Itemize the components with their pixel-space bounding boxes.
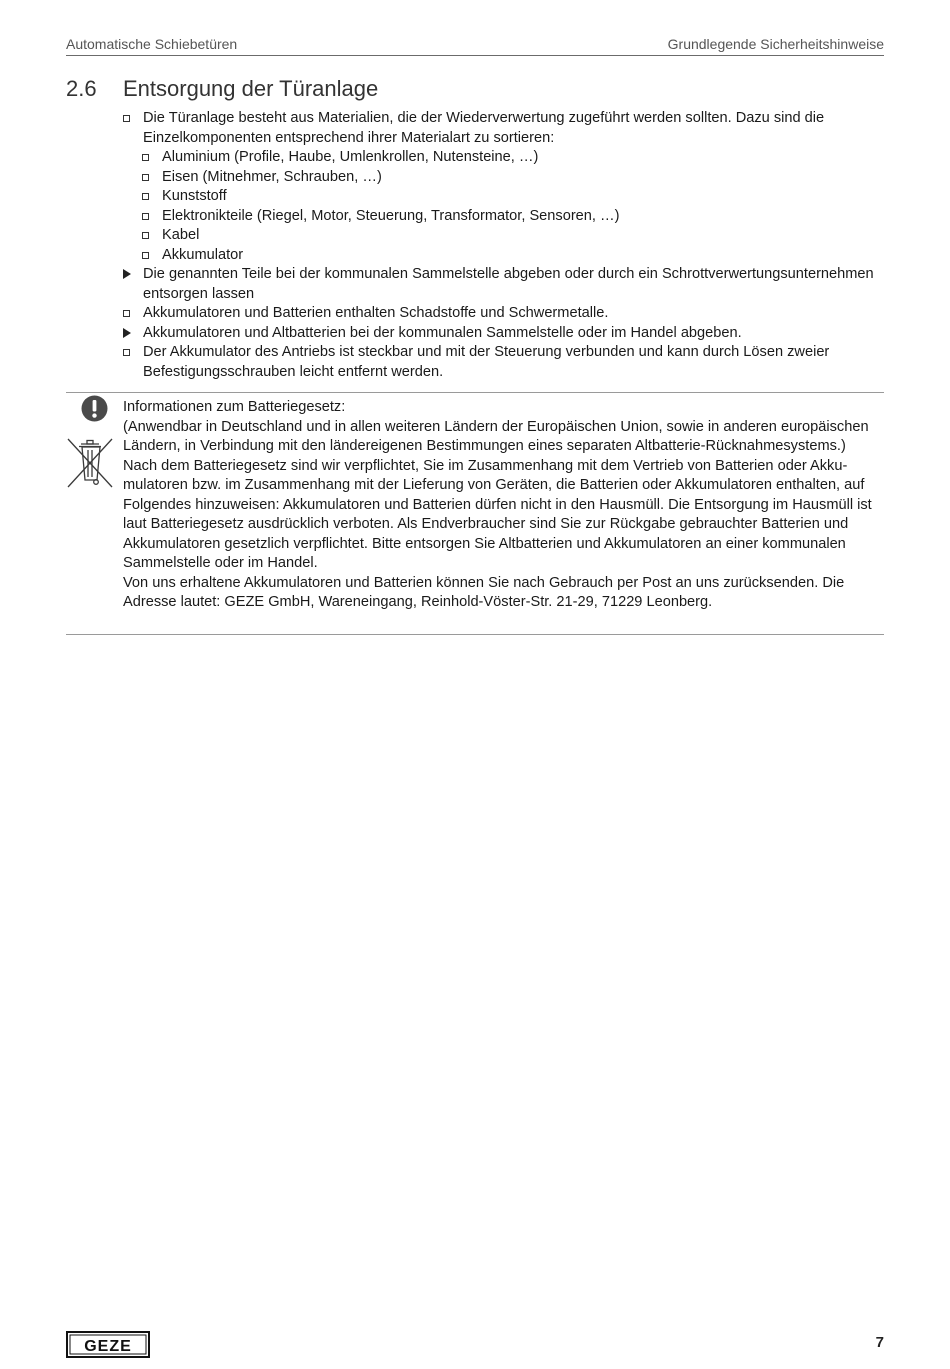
action-text: Die genannten Teile bei der kommunalen Sammelstelle abgeben oder durch ein Schrottverwertungsunternehmen entsorgen lassen bbox=[143, 266, 874, 302]
notice-bottom-divider bbox=[66, 634, 884, 635]
material-text: Kabel bbox=[162, 227, 200, 243]
notice-heading: Informationen zum Batteriegesetz: bbox=[123, 399, 346, 415]
crossed-out-bin-icon bbox=[66, 436, 114, 490]
notice-return-info: Von uns erhaltene Akkumulatoren und Batterien können Sie nach Gebrauch per Post an uns zurücksenden. Die Adresse lautet: GEZE GmbH, Wareneingang, Reinhold-Vöster-Str. 21-29, 71229 Leonberg. bbox=[123, 574, 845, 610]
section-number: 2.6 bbox=[66, 76, 97, 101]
header-document-title: Automatische Schiebetüren bbox=[66, 36, 238, 52]
list-item bbox=[123, 304, 885, 324]
square-bullet-icon bbox=[142, 246, 149, 266]
arrow-bullet-icon bbox=[123, 265, 131, 279]
notice-top-divider bbox=[66, 392, 884, 393]
square-bullet-icon bbox=[123, 343, 130, 363]
material-list-item bbox=[123, 168, 885, 188]
square-bullet-icon bbox=[123, 304, 130, 324]
material-text: Eisen (Mitnehmer, Schrauben, …) bbox=[162, 168, 382, 185]
section-title: Entsorgung der Türanlage bbox=[123, 76, 379, 101]
material-text: Elektronikteile (Riegel, Motor, Steuerung, Transformator, Sensoren, …) bbox=[162, 207, 620, 224]
material-list-item bbox=[123, 207, 885, 227]
material-list-item bbox=[123, 148, 885, 168]
square-bullet-icon bbox=[142, 168, 149, 188]
action-item bbox=[123, 324, 885, 344]
geze-logo bbox=[66, 1331, 150, 1358]
square-bullet-icon bbox=[142, 187, 149, 207]
header-chapter-title: Grundlegende Sicherheitshinweise bbox=[667, 36, 884, 52]
material-list-item bbox=[123, 226, 885, 246]
section-content bbox=[123, 109, 885, 382]
notice-body-text: Nach dem Batteriegesetz sind wir verpflichtet, Sie im Zusammenhang mit dem Vertrieb von Batterien oder Akkumulatoren bzw. im Zusammenhang mit der Lieferung von Geräten, die Batterien oder Akkumulatoren enthalten, auf Folgendes hinzuweisen: Akkumulatoren und Batterien dürfen nicht in den Hausmüll. Die Entsorgung im Hausmüll ist laut Batteriegesetz ausdrücklich verboten. Als Endverbraucher sind Sie zur Rückgabe gebrauchter Batterien und Akkumulatoren gesetzlich verpflichtet. Bitte entsorgen Sie Altbatterien und Akkumulatoren an einer kommunalen Sammelstelle oder im Handel. bbox=[123, 457, 872, 571]
exclamation-circle-icon bbox=[81, 395, 108, 422]
material-text: Akkumulator bbox=[162, 246, 244, 263]
material-text: Aluminium (Profile, Haube, Umlenkrollen, Nutensteine, …) bbox=[162, 149, 539, 165]
logo-text: GEZE bbox=[84, 1338, 132, 1355]
list-item bbox=[123, 343, 885, 382]
list-item bbox=[123, 109, 885, 148]
note-text: Akkumulatoren und Batterien enthalten Schadstoffe und Schwermetalle. bbox=[143, 305, 609, 321]
intro-text: Die Türanlage besteht aus Materialien, die der Wiederverwertung zugeführt werden sollten. Dazu sind die Einzelkomponenten entsprechend ihrer Materialart zu sortieren: bbox=[143, 110, 825, 146]
note-text: Der Akkumulator des Antriebs ist steckbar und mit der Steuerung verbunden und kann durch Lösen zweier Befestigungsschrauben leicht entfernt werden. bbox=[143, 344, 830, 380]
notice-applicability: (Anwendbar in Deutschland und in allen weiteren Ländern der Europäischen Union, sowie in anderen europäischen Ländern, in Verbindung mit den ländereigenen Bestimmungen eines separaten Altbatterie-Rücknahmesystems.) bbox=[123, 418, 869, 454]
battery-law-notice bbox=[123, 398, 885, 613]
action-text: Akkumulatoren und Altbatterien bei der kommunalen Sammelstelle oder im Handel abgeben. bbox=[143, 324, 742, 341]
square-bullet-icon bbox=[123, 109, 130, 129]
arrow-bullet-icon bbox=[123, 324, 131, 338]
page-number: 7 bbox=[875, 1334, 884, 1351]
material-text: Kunststoff bbox=[162, 188, 227, 204]
material-list-item bbox=[123, 187, 885, 207]
action-item bbox=[123, 265, 885, 304]
square-bullet-icon bbox=[142, 226, 149, 246]
page-header bbox=[66, 35, 884, 56]
square-bullet-icon bbox=[142, 148, 149, 168]
material-list-item bbox=[123, 246, 885, 266]
square-bullet-icon bbox=[142, 207, 149, 227]
